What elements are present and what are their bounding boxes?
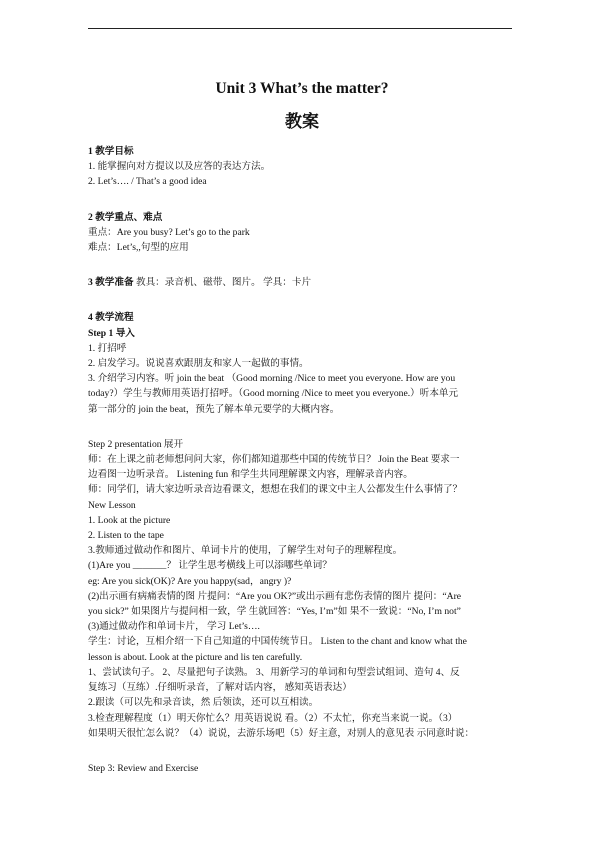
step-heading: Step 1 导入 [88,327,135,339]
text-line: 3. 介绍学习内容。听 join the beat （Good morning /Nice to meet you everyone. How are you [88,373,456,385]
text-line: (2)出示画有病痛表情的图 片提问：“Are you OK?”或出示画有悲伤表情的图片 提问：“Are [88,590,462,602]
section-heading: 4 教学流程 [88,312,134,324]
section-teaching-process [88,310,516,776]
text-line: 2. Let’s…. / That’s a good idea [88,176,207,188]
text-line: 难点：Let’s,,句型的应用 [88,242,189,254]
text-line: 复练习（互练）.仔细听录音，了解对话内容， 感知英语表达） [88,682,352,694]
text-line: 重点：Are you busy? Let’s go to the park [88,226,250,238]
text-line: eg: Are you sick(OK)? Are you happy(sad，angry )? [88,575,292,587]
text-line: 2. 启发学习。说说喜欢跟朋友和家人一起做的事情。 [88,358,309,370]
text-line: 学生：讨论，互相介绍一下自己知道的中国传统节日。 Listen to the chant and know what the [88,636,467,648]
text-line: 师：在上课之前老师想问问大家，你们都知道那些中国的传统节日？ Join the Beat 要求一 [88,454,460,466]
text-line: 1. Look at the picture [88,514,171,526]
text-line: 第一部分的 join the beat，预先了解本单元要学的大概内容。 [88,403,340,415]
text-line: 2. Listen to the tape [88,530,164,542]
text-line: 2.跟读（可以先和录音读，然 后领读，还可以互相读。 [88,697,319,709]
text-line: 3.教师通过做动作和图片、单词卡片的使用，了解学生对句子的理解程度。 [88,545,403,557]
text-line: (3)通过做动作和单词卡片， 学习 Let’s…. [88,621,260,633]
section-heading: 2 教学重点、难点 [88,211,163,223]
text-line: (1)Are you _______？ 让学生思考横线上可以添哪些单词？ [88,560,332,572]
text-line: you sick?” 如果图片与提问相一致，学 生就回答：“Yes, I’m”如 果不一致说：“No, I’m not” [88,606,461,618]
text-line: 师：同学们，请大家边听录音边看课文，想想在我们的课文中主人公都发生什么事情了？ [88,484,463,496]
step-heading: Step 2 presentation 展开 [88,438,184,450]
document-subtitle: 教案 [285,112,319,131]
text-line: 3.检查理解程度（1）明天你忙么？用英语说说 看。（2）不太忙，你充当来说一说。（3） [88,712,458,724]
step-heading: Step 3: Review and Exercise [88,762,199,774]
text-line: today?）学生与教师用英语打招呼。（Good morning /Nice to meet you everyone.）听本单元 [88,388,459,400]
text-line: lesson is about. Look at the picture and lis ten carefully. [88,651,303,663]
text-line: 1、尝试读句子。 2、尽量把句子读熟。 3、用新学习的单词和句型尝试组词、造句 4、反 [88,666,460,678]
text-line: New Lesson [88,499,136,511]
section-heading: 3 教学准备 [88,277,134,289]
section-preparation [88,275,516,290]
text-line: 1. 打招呼 [88,342,127,354]
text-line: 1. 能掌握向对方提议以及应答的表达方法。 [88,161,271,173]
text-line: 如果明天很忙怎么说？（4）说说，去游乐场吧（5）好主意，对别人的意见表 示同意时说： [88,727,475,739]
lesson-plan-document [88,74,516,776]
section-teaching-goals [88,144,516,190]
section-key-points [88,210,516,256]
preparation-text: 教具：录音机、磁带、图片。 学具：卡片 [133,277,312,289]
document-title: Unit 3 What’s the matter? [215,80,389,97]
text-line: 边看图一边听录音。 Listening fun 和学生共同理解课文内容，理解录音内容。 [88,469,413,481]
header-rule [88,28,512,29]
section-heading: 1 教学目标 [88,146,134,157]
